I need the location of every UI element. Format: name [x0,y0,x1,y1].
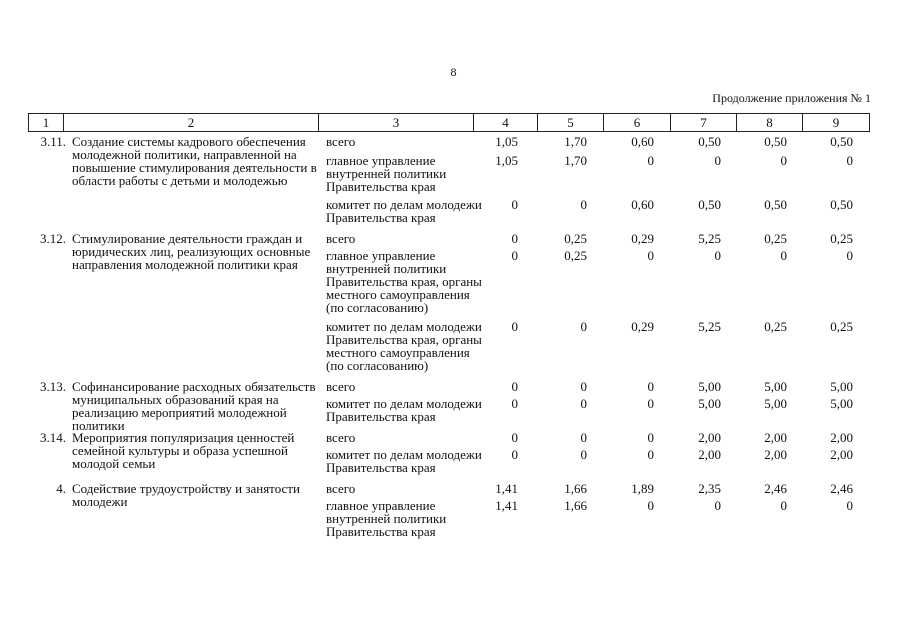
value-cell: 0 [647,248,654,263]
value-cell: 5,25 [698,319,721,334]
value-cell: 0 [511,396,518,411]
row-number: 3.12. [40,231,66,246]
value-cell: 0,25 [764,319,787,334]
source-row [28,249,869,314]
value-cell: 2,00 [698,430,721,445]
value-cell: 0,25 [764,231,787,246]
table-row [28,379,869,433]
table-row [28,482,869,538]
value-cell: 0 [846,153,853,168]
source-label: комитет по делам молодежи Правительства края, органы местного самоуправления (по согласованию) [326,319,482,373]
col-header: 5 [538,114,604,132]
col-header: 4 [474,114,538,132]
value-cell: 0,25 [564,248,587,263]
source-label: комитет по делам молодежи Правительства края [326,447,482,475]
value-cell: 0 [511,447,518,462]
row-number: 3.13. [40,379,66,394]
row-name: Мероприятия популяризация ценностей семейной культуры и образа успешной молодой семьи [72,430,295,471]
value-cell: 1,05 [495,153,518,168]
value-cell: 5,00 [764,396,787,411]
table-row [28,431,869,474]
value-cell: 0 [647,153,654,168]
value-cell: 5,25 [698,231,721,246]
value-cell: 0 [780,498,787,513]
table-row [28,232,869,372]
source-label: всего [326,430,356,445]
value-cell: 1,89 [631,481,654,496]
value-cell: 0 [511,379,518,394]
source-row [28,320,869,372]
row-name: Софинансирование расходных обязательств муниципальных образований края на реализацию мероприятий молодежной политики [72,379,316,433]
row-number: 3.14. [40,430,66,445]
value-cell: 2,00 [764,430,787,445]
value-cell: 0 [647,379,654,394]
source-row [28,154,869,193]
source-row [28,499,869,538]
page-number: 8 [450,65,457,79]
col-header: 8 [737,114,803,132]
col-header: 6 [604,114,671,132]
column-header-table [28,113,870,132]
value-cell: 1,05 [495,134,518,149]
value-cell: 0 [647,447,654,462]
value-cell: 0 [846,498,853,513]
value-cell: 1,41 [495,481,518,496]
value-cell: 0,60 [631,134,654,149]
source-label: комитет по делам молодежи Правительства края [326,396,482,424]
value-cell: 5,00 [698,396,721,411]
value-cell: 0 [580,319,587,334]
value-cell: 5,00 [830,379,853,394]
table-row [28,135,869,224]
value-cell: 0 [647,498,654,513]
value-cell: 0 [580,447,587,462]
value-cell: 0 [580,379,587,394]
value-cell: 2,46 [830,481,853,496]
value-cell: 0,60 [631,197,654,212]
row-name: Создание системы кадрового обеспечения молодежной политики, направленной на повышение стимулирования деятельности в области работы с детьми и молодежью [72,134,317,188]
source-row [28,198,869,224]
source-row [28,431,869,444]
source-label: главное управление внутренней политики Правительства края, органы местного самоуправления (по согласованию) [326,248,482,315]
value-cell: 0 [511,319,518,334]
source-row [28,232,869,245]
value-cell: 2,00 [764,447,787,462]
value-cell: 0,50 [698,197,721,212]
col-header: 1 [29,114,64,132]
value-cell: 0 [714,498,721,513]
row-number: 4. [56,481,66,496]
value-cell: 0 [780,153,787,168]
value-cell: 0,50 [764,134,787,149]
value-cell: 1,41 [495,498,518,513]
value-cell: 0 [511,231,518,246]
value-cell: 0 [647,396,654,411]
source-row [28,397,869,423]
value-cell: 0,25 [564,231,587,246]
value-cell: 1,66 [564,498,587,513]
value-cell: 1,66 [564,481,587,496]
value-cell: 5,00 [698,379,721,394]
value-cell: 5,00 [830,396,853,411]
source-label: всего [326,134,356,149]
source-label: всего [326,481,356,496]
value-cell: 2,00 [830,447,853,462]
col-header: 3 [319,114,474,132]
source-label: комитет по делам молодежи Правительства края [326,197,482,225]
source-label: всего [326,231,356,246]
value-cell: 2,35 [698,481,721,496]
value-cell: 0,50 [698,134,721,149]
value-cell: 0,25 [830,319,853,334]
source-label: главное управление внутренней политики Правительства края [326,153,447,194]
source-label: всего [326,379,356,394]
value-cell: 0 [647,430,654,445]
value-cell: 0,29 [631,231,654,246]
row-name: Стимулирование деятельности граждан и юридических лиц, реализующих основные направления молодежной политики края [72,231,311,272]
value-cell: 0,29 [631,319,654,334]
value-cell: 5,00 [764,379,787,394]
value-cell: 0 [511,197,518,212]
table-body [28,135,869,538]
value-cell: 2,00 [830,430,853,445]
value-cell: 0 [511,430,518,445]
col-header: 2 [64,114,319,132]
value-cell: 0 [580,197,587,212]
source-row [28,135,869,148]
col-header: 7 [671,114,737,132]
value-cell: 1,70 [564,134,587,149]
value-cell: 2,46 [764,481,787,496]
value-cell: 0 [714,153,721,168]
value-cell: 0,25 [830,231,853,246]
source-row [28,380,869,393]
value-cell: 0 [580,430,587,445]
row-number: 3.11. [40,134,66,149]
value-cell: 0,50 [830,134,853,149]
value-cell: 0,50 [830,197,853,212]
value-cell: 1,70 [564,153,587,168]
value-cell: 0 [780,248,787,263]
value-cell: 0 [580,396,587,411]
row-name: Содействие трудоустройству и занятости молодежи [72,481,300,509]
source-row [28,448,869,474]
value-cell: 2,00 [698,447,721,462]
value-cell: 0,50 [764,197,787,212]
col-header: 9 [803,114,870,132]
value-cell: 0 [511,248,518,263]
source-row [28,482,869,495]
continuation-note: Продолжение приложения № 1 [712,91,871,105]
value-cell: 0 [846,248,853,263]
source-label: главное управление внутренней политики Правительства края [326,498,447,539]
value-cell: 0 [714,248,721,263]
